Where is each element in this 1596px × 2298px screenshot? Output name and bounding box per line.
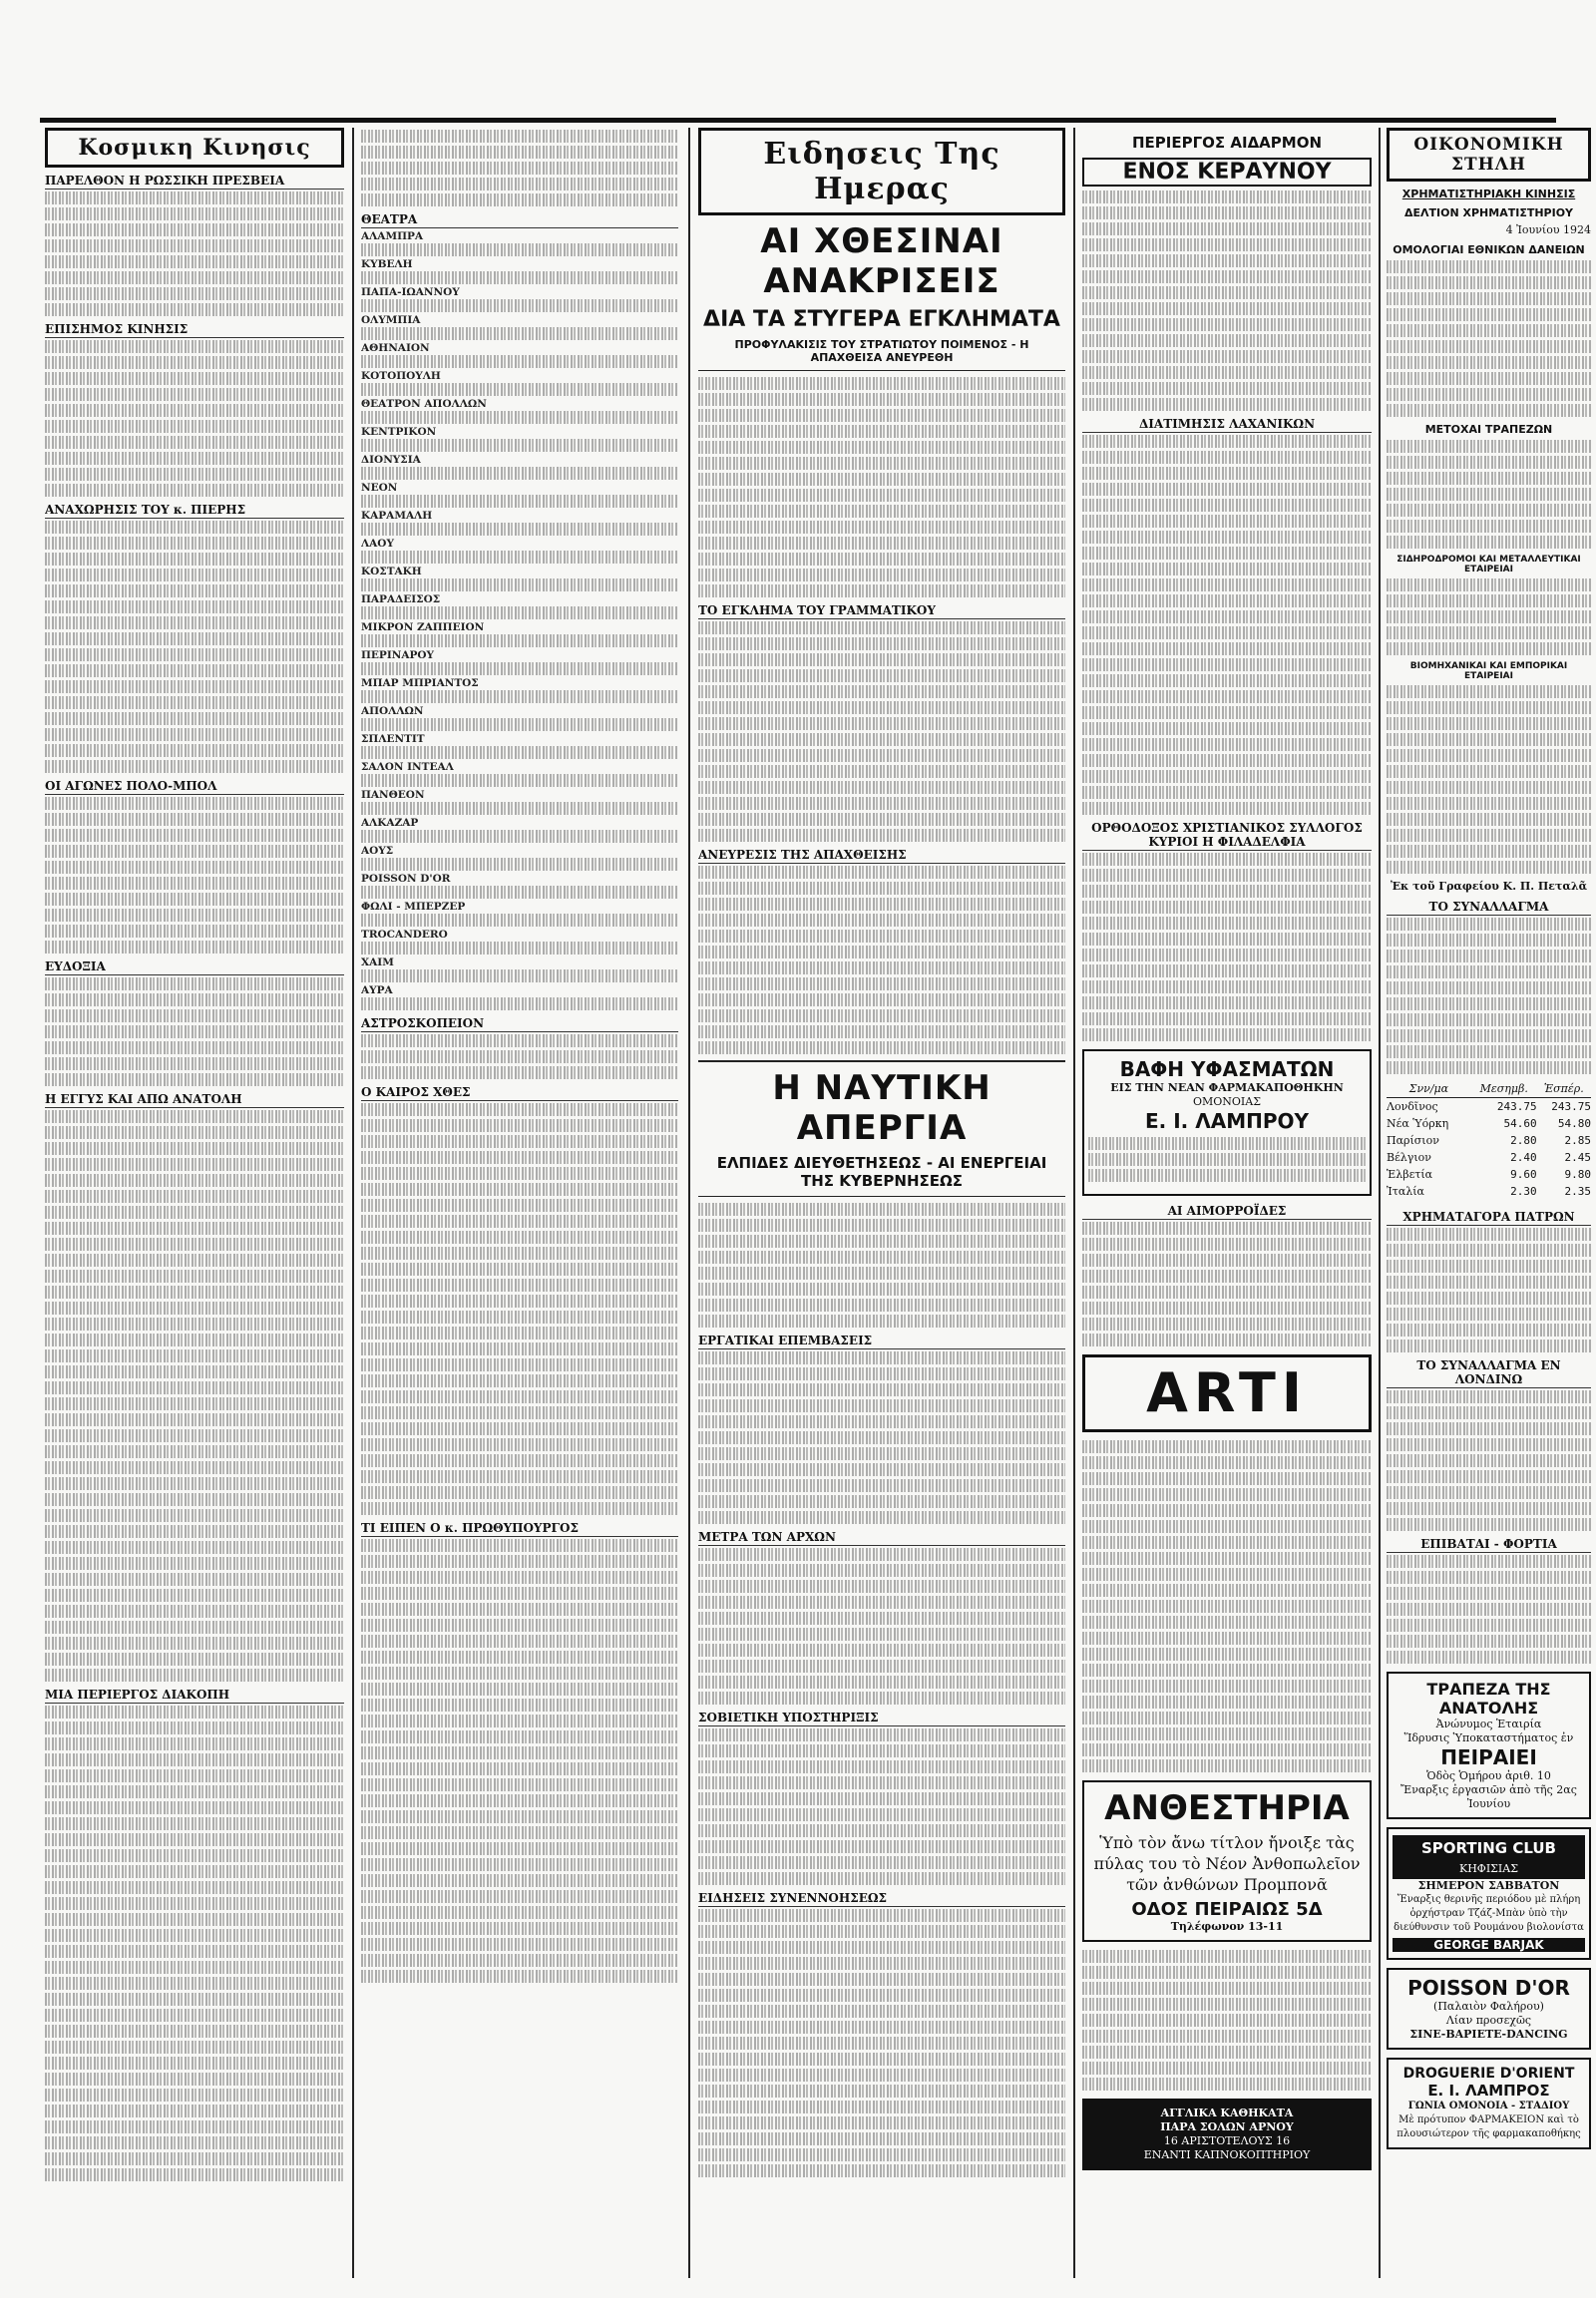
poisson-dor-advertisement: POISSON D'OR (Παλαιὸν Φαλήρου) Λίαν προσεχῶς ΣΙΝΕ-ΒΑΡΙΕΤΕ-DANCING (1387, 1968, 1591, 2050)
article-text (1387, 1390, 1591, 1531)
section-heading: ΟΡΘΟΔΟΞΟΣ ΧΡΙΣΤΙΑΝΙΚΟΣ ΣΥΛΛΟΓΟΣ ΚΥΡΙΟΙ Η ΦΙΛΑΔΕΛΦΙΑ (1082, 821, 1372, 851)
article-text (45, 340, 344, 497)
article-text (698, 1548, 1065, 1705)
flower-shop-advertisement: ΑΝΘΕΣΤΗΡΙΑ Ὑπὸ τὸν ἄνω τίτλον ἤνοιξε τὰς πύλας του τὸ Νέον Ἀνθοπωλεῖον τῶν ἀνθώνων Προμπονᾶ ΟΔΟΣ ΠΕΙΡΑΙΩΣ 5Δ Τηλέφωνον 13-11 (1082, 1780, 1372, 1942)
top-rule (40, 118, 1556, 123)
column-divider (1379, 128, 1381, 2278)
article-text (698, 866, 1065, 1054)
dye-advertisement: ΒΑΦΗ ΥΦΑΣΜΑΤΩΝ ΕΙΣ ΤΗΝ ΝΕΑΝ ΦΑΡΜΑΚΑΠΟΘΗΚΗΝ ΟΜΟΝΟΙΑΣ Ε. Ι. ΛΑΜΠΡΟΥ (1082, 1049, 1372, 1196)
article-text (45, 797, 344, 954)
section-heading: ΔΙΑΤΙΜΗΣΙΣ ΛΑΧΑΝΙΚΩΝ (1082, 417, 1372, 433)
theatre-listing: ΑΘΗΝΑΙΟΝ (361, 342, 678, 368)
table-row (1387, 1183, 1591, 1200)
article-text (45, 977, 344, 1086)
subheadline: ΠΡΟΦΥΛΑΚΙΣΙΣ ΤΟΥ ΣΤΡΑΤΙΩΤΟΥ ΠΟΙΜΕΝΟΣ - Η ΑΠΑΧΘΕΙΣΑ ΑΝΕΥΡΕΘΗ (734, 338, 1029, 364)
stock-table (1387, 260, 1591, 417)
arti-advertisement: ARTI (1082, 1354, 1372, 1432)
section-heading: ΑΣΤΡΟΣΚΟΠΕΙΟΝ (361, 1016, 678, 1032)
table-cell: 54.80 (1557, 1117, 1591, 1130)
column-economy (1387, 128, 1591, 2278)
subheading: ΔΕΛΤΙΟΝ ΧΡΗΜΑΤΙΣΤΗΡΙΟΥ (1403, 206, 1574, 219)
section-heading: ΤΟ ΕΓΚΛΗΜΑ ΤΟΥ ΓΡΑΜΜΑΤΙΚΟΥ (698, 603, 1065, 619)
section-heading: ΜΕΤΡΑ ΤΩΝ ΑΡΧΩΝ (698, 1530, 1065, 1546)
report-date: 4 Ἰουνίου 1924 (1505, 223, 1591, 236)
table-title: ΣΙΔΗΡΟΔΡΟΜΟΙ ΚΑΙ ΜΕΤΑΛΛΕΥΤΙΚΑΙ ΕΤΑΙΡΕΙΑΙ (1396, 555, 1581, 574)
source-credit: Ἐκ τοῦ Γραφείου Κ. Π. Πεταλᾶ (1390, 880, 1588, 893)
table-row (1387, 1115, 1591, 1132)
table-cell: 2.35 (1564, 1185, 1591, 1198)
section-heading: ΠΑΡΕΛΘΟΝ Η ΡΩΣΣΙΚΗ ΠΡΕΣΒΕΙΑ (45, 174, 344, 190)
section-heading: Ο ΚΑΙΡΟΣ ΧΘΕΣ (361, 1085, 678, 1101)
table-header: Ἑσπέρ. (1537, 1080, 1591, 1098)
column-misc (1082, 128, 1372, 2278)
section-heading: ΘΕΑΤΡΑ (361, 212, 678, 228)
table-cell: Ἑλβετία (1387, 1168, 1433, 1181)
column-divider (1073, 128, 1075, 2278)
table-header: Σνν/μα (1387, 1080, 1471, 1098)
article-text (698, 1728, 1065, 1885)
article-text (45, 192, 344, 316)
theatre-listing: ΠΑΡΑΔΕΙΣΟΣ (361, 593, 678, 619)
article-text (1082, 435, 1372, 815)
column-society (45, 128, 344, 2278)
article-title: ΠΕΡΙΕΡΓΟΣ ΑΙΔΑΡΜΟΝ (1131, 134, 1323, 152)
theatre-listing: ΦΩΛΙ - ΜΠΕΡΖΕΡ (361, 901, 678, 927)
table-row (1387, 1149, 1591, 1166)
article-text (698, 1351, 1065, 1524)
economy-banner: ΟΙΚΟΝΟΜΙΚΗ ΣΤΗΛΗ (1387, 128, 1591, 182)
section-heading: ΕΠΙΒΑΤΑΙ - ΦΟΡΤΙΑ (1387, 1537, 1591, 1553)
theatre-listing: ΑΥΡΑ (361, 984, 678, 1010)
stock-table (1387, 685, 1591, 874)
table-title: ΟΜΟΛΟΓΙΑΙ ΕΘΝΙΚΩΝ ΔΑΝΕΙΩΝ (1393, 243, 1585, 256)
theatre-listing: ΑΛΚΑΖΑΡ (361, 817, 678, 843)
article-text (361, 130, 678, 206)
bank-advertisement: ΤΡΑΠΕΖΑ ΤΗΣ ΑΝΑΤΟΛΗΣ Ἀνώνυμος Ἑταιρία Ἵδρυσις Ὑποκαταστήματος ἐν ΠΕΙΡΑΙΕΙ Ὁδὸς Ὁμήρου ἀριθ. 10 Ἔναρξις ἐργασιῶν ἀπὸ τῆς 2ας Ἰουνίου (1387, 1672, 1591, 1819)
drogerie-advertisement: DROGUERIE D'ORIENT Ε. Ι. ΛΑΜΠΡΟΣ ΓΩΝΙΑ ΟΜΟΝΟΙΑ - ΣΤΑΔΙΟΥ Μὲ πρότυπον ΦΑΡΜΑΚΕΙΟΝ καὶ τὸ πλουσιώτερον τῆς φαρμακαποθήκης (1387, 2058, 1591, 2149)
table-cell: 54.60 (1503, 1117, 1537, 1130)
table-cell: 2.40 (1510, 1151, 1537, 1164)
theatre-listing: ΝΕΟΝ (361, 482, 678, 508)
article-text (45, 521, 344, 773)
headline-secondary: ΔΙΑ ΤΑ ΣΤΥΓΕΡΑ ΕΓΚΛΗΜΑΤΑ (703, 307, 1060, 332)
article-text (1082, 1222, 1372, 1346)
table-cell: 243.75 (1551, 1100, 1591, 1113)
section-heading: ΕΙΔΗΣΕΙΣ ΣΥΝΕΝΝΟΗΣΕΩΣ (698, 1891, 1065, 1907)
headline: ΑΙ ΧΘΕΣΙΝΑΙ ΑΝΑΚΡΙΣΕΙΣ (760, 221, 1003, 301)
section-heading: ΤΟ ΣΥΝΑΛΛΑΓΜΑ ΕΝ ΛΟΝΔΙΝΩ (1387, 1358, 1591, 1388)
section-heading: ΤΟ ΣΥΝΑΛΛΑΓΜΑ (1387, 900, 1591, 916)
column-theatres (361, 128, 678, 2278)
section-heading: ΜΙΑ ΠΕΡΙΕΡΓΟΣ ΔΙΑΚΟΠΗ (45, 1688, 344, 1704)
table-title: ΜΕΤΟΧΑΙ ΤΡΑΠΕΖΩΝ (1424, 423, 1553, 436)
stock-table (1387, 440, 1591, 549)
table-cell: 2.80 (1510, 1134, 1537, 1147)
article-text (698, 621, 1065, 842)
table-cell: Λονδῖνος (1387, 1100, 1438, 1113)
headline: Η ΝΑΥΤΙΚΗ ΑΠΕΡΓΙΑ (772, 1068, 992, 1148)
theatre-listing: ΠΑΝΘΕΟΝ (361, 789, 678, 815)
stock-table (1387, 578, 1591, 655)
section-heading: ΑΙ ΑΙΜΟΡΡΟΪΔΕΣ (1082, 1204, 1372, 1220)
theatre-listing: ΚΟΣΤΑΚΗ (361, 566, 678, 591)
theatre-listing: ΣΑΛΟΝ ΙΝΤΕΑΛ (361, 761, 678, 787)
table-cell: Παρίσιον (1387, 1134, 1439, 1147)
article-text (1387, 918, 1591, 1074)
column-divider (352, 128, 354, 2278)
theatre-listing: ΑΠΟΛΛΩΝ (361, 705, 678, 731)
table-cell: Βέλγιον (1387, 1151, 1431, 1164)
sporting-club-advertisement: SPORTING CLUB ΚΗΦΙΣΙΑΣ ΣΗΜΕΡΟΝ ΣΑΒΒΑΤΟΝ Ἔναρξις θερινῆς περιόδου μὲ πλήρη ὀρχήστραν Τζάζ-Μπὰν ὑπὸ τὴν διεύθυνσιν τοῦ Ρουμάνου βιολονίστα GEORGE BARJAK (1387, 1827, 1591, 1960)
article-text (1387, 1228, 1591, 1352)
section-heading: ΧΡΗΜΑΤΑΓΟΡΑ ΠΑΤΡΩΝ (1387, 1210, 1591, 1226)
theatre-listing: ΘΕΑΤΡΟΝ ΑΠΟΛΛΩΝ (361, 398, 678, 424)
article-text (698, 1909, 1065, 2177)
table-header: Μεσημβ. (1471, 1080, 1537, 1098)
theatre-listing: ΣΠΛΕΝΤΙΤ (361, 733, 678, 759)
society-banner: Κοσμικη Κινησις (45, 128, 344, 168)
table-cell: 9.80 (1564, 1168, 1591, 1181)
subheadline: ΕΛΠΙΔΕΣ ΔΙΕΥΘΕΤΗΣΕΩΣ - ΑΙ ΕΝΕΡΓΕΙΑΙ ΤΗΣ ΚΥΒΕΡΝΗΣΕΩΣ (716, 1154, 1047, 1190)
article-text (361, 1034, 678, 1079)
table-row (1387, 1098, 1591, 1116)
section-heading: ΤΙ ΕΙΠΕΝ Ο κ. ΠΡΩΘΥΠΟΥΡΓΟΣ (361, 1521, 678, 1537)
article-text (361, 1539, 678, 1983)
column-news (698, 128, 1065, 2278)
article-text (45, 1110, 344, 1682)
theatre-listing: ΜΠΑΡ ΜΠΡΙΑΝΤΟΣ (361, 677, 678, 703)
article-text (1387, 1555, 1591, 1664)
section-heading: ΣΟΒΙΕΤΙΚΗ ΥΠΟΣΤΗΡΙΞΙΣ (698, 1711, 1065, 1726)
article-title-box: ΕΝΟΣ ΚΕΡΑΥΝΟΥ (1082, 158, 1372, 187)
theatre-listing: ΚΑΡΑΜΑΛΗ (361, 510, 678, 536)
theatre-listing: ΑΛΑΜΠΡΑ (361, 230, 678, 256)
table-row (1387, 1132, 1591, 1149)
theatre-listing: ΚΟΤΟΠΟΥΛΗ (361, 370, 678, 396)
theatre-listings (361, 230, 678, 1010)
section-heading: ΕΥΔΟΞΙΑ (45, 959, 344, 975)
table-cell: Νέα Ὑόρκη (1387, 1117, 1449, 1130)
article-text (698, 1203, 1065, 1328)
article-text (361, 1103, 678, 1515)
column-divider (688, 128, 690, 2278)
theatre-listing: POISSON D'OR (361, 873, 678, 899)
theatre-listing: ΠΑΠΑ-ΙΩΑΝΝΟΥ (361, 286, 678, 312)
tailor-advertisement: ΑΓΓΛΙΚΑ ΚΑΘΗΚΑΤΑ ΠΑΡΑ ΣΟΛΩΝ ΑΡΝΟΥ 16 ΑΡΙΣΤΟΤΕΛΟΥΣ 16 ΕΝΑΝΤΙ ΚΑΠΝΟΚΟΠΤΗΡΙΟΥ (1082, 2099, 1372, 2170)
theatre-listing: TROCANDERO (361, 929, 678, 955)
section-heading: Η ΕΓΓΥΣ ΚΑΙ ΑΠΩ ΑΝΑΤΟΛΗ (45, 1092, 344, 1108)
theatre-listing: ΜΙΚΡΟΝ ΖΑΠΠΕΙΟΝ (361, 621, 678, 647)
section-heading: ΕΠΙΣΗΜΟΣ ΚΙΝΗΣΙΣ (45, 322, 344, 338)
theatre-listing: ΠΕΡΙΝΑΡΟΥ (361, 649, 678, 675)
table-cell: 2.30 (1510, 1185, 1537, 1198)
table-title: ΒΙΟΜΗΧΑΝΙΚΑΙ ΚΑΙ ΕΜΠΟΡΙΚΑΙ ΕΤΑΙΡΕΙΑΙ (1409, 661, 1568, 681)
table-row (1387, 1166, 1591, 1183)
exchange-rate-table (1387, 1080, 1591, 1200)
theatre-listing: ΑΟΥΣ (361, 845, 678, 871)
table-cell: 243.75 (1496, 1100, 1537, 1113)
article-text (45, 1706, 344, 2181)
theatre-listing: ΔΙΟΝΥΣΙΑ (361, 454, 678, 480)
article-text (698, 377, 1065, 597)
section-heading: ΑΝΕΥΡΕΣΙΣ ΤΗΣ ΑΠΑΧΘΕΙΣΗΣ (698, 848, 1065, 864)
section-heading: ΑΝΑΧΩΡΗΣΙΣ ΤΟΥ κ. ΠΙΕΡΗΣ (45, 503, 344, 519)
section-heading: ΟΙ ΑΓΩΝΕΣ ΠΟΛΟ-ΜΠΟΛ (45, 779, 344, 795)
article-text (1082, 1440, 1372, 1772)
news-banner: Ειδησεις Της Ημερας (698, 128, 1065, 215)
table-cell: Ἰταλία (1387, 1185, 1424, 1198)
subheading: ΧΡΗΜΑΤΙΣΤΗΡΙΑΚΗ ΚΙΝΗΣΙΣ (1401, 188, 1576, 200)
theatre-listing: ΚΕΝΤΡΙΚΟΝ (361, 426, 678, 452)
table-cell: 2.45 (1564, 1151, 1591, 1164)
table-cell: 9.60 (1510, 1168, 1537, 1181)
section-heading: ΕΡΓΑΤΙΚΑΙ ΕΠΕΜΒΑΣΕΙΣ (698, 1334, 1065, 1349)
article-text (1082, 853, 1372, 1041)
theatre-listing: ΚΥΒΕΛΗ (361, 258, 678, 284)
theatre-listing: ΟΛΥΜΠΙΑ (361, 314, 678, 340)
article-text (1082, 1950, 1372, 2091)
article-text (1082, 191, 1372, 411)
theatre-listing: ΧΑΙΜ (361, 957, 678, 982)
table-cell: 2.85 (1564, 1134, 1591, 1147)
theatre-listing: ΛΑΟΥ (361, 538, 678, 564)
